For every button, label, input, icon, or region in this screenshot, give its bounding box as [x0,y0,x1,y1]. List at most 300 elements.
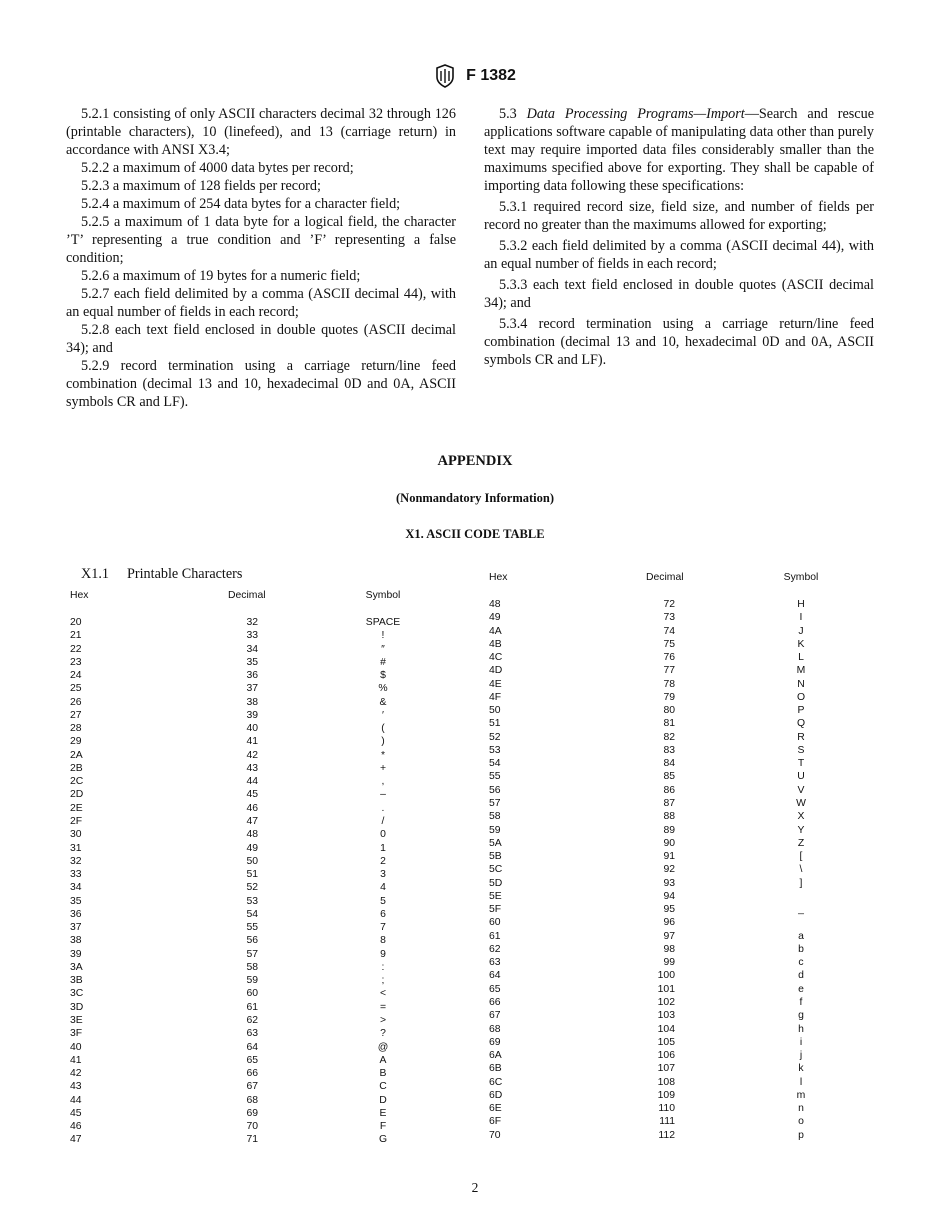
table-row [489,704,859,717]
table-row [489,797,859,810]
clause-5-3 [484,105,874,195]
decimal-cell: 96 [663,917,675,929]
hex-cell: 23 [70,656,82,668]
table-row [489,877,859,890]
table-row [489,625,859,638]
symbol-cell: a [798,930,804,942]
decimal-cell: 86 [663,784,675,796]
symbol-cell: l [799,1076,803,1088]
decimal-cell: 39 [246,709,258,721]
table-row [70,762,440,775]
decimal-cell: 50 [246,855,258,867]
table-row [489,731,859,744]
decimal-cell: 46 [246,802,258,814]
clause-5-3-text: —Search and rescue applications software capable of manipulating data other than purely text may require imported data files considerably smaller than the maximums specified above for exporting. They shall be capable of importing data following these specifications: [484,106,874,194]
table-row [70,987,440,1000]
decimal-cell: 95 [663,904,675,916]
clause-5-2-8: 5.2.8 each text field enclosed in double quotes (ASCII decimal 34); and [66,322,456,356]
right-column [484,105,874,369]
symbol-cell: D [379,1094,387,1106]
table-row [489,863,859,876]
appendix-subtitle: (Nonmandatory Information) [396,491,554,505]
clause-5-3-4: 5.3.4 record termination using a carriage return/line feed combination (decimal 13 and 10, hexadecimal 0D and 0A, ASCII symbols CR and LF). [484,316,874,368]
decimal-cell: 68 [246,1094,258,1106]
hex-cell: 54 [489,758,501,770]
decimal-cell: 66 [246,1068,258,1080]
table-row [489,1076,859,1089]
header-symbol: Symbol [365,590,401,601]
symbol-cell: < [379,988,387,1000]
table-row [489,943,859,956]
hex-cell: 28 [70,723,82,735]
decimal-cell: 44 [246,776,258,788]
decimal-cell: 59 [246,975,258,987]
symbol-cell: N [797,678,805,690]
decimal-cell: 58 [246,961,258,973]
table-row [70,842,440,855]
symbol-cell: A [379,1054,387,1066]
table-row [70,749,440,762]
decimal-cell: 92 [663,864,675,876]
table-row [70,974,440,987]
hex-cell: 2C [70,776,84,788]
symbol-cell: ′ [382,709,384,721]
hex-cell: 26 [70,696,82,708]
clause-5-2-7: 5.2.7 each field delimited by a comma (ASCII decimal 44), with an equal number of fields in each record; [66,286,456,320]
symbol-cell: + [379,762,387,774]
table-row [489,1115,859,1128]
table-header [70,589,440,602]
decimal-cell: 61 [246,1001,258,1013]
hex-cell: 20 [70,617,82,628]
hex-cell: 38 [70,935,82,947]
symbol-cell: % [378,683,388,695]
symbol-cell: 5 [380,895,386,907]
table-row [489,1009,859,1022]
table-row [70,788,440,801]
symbol-cell: ] [799,877,803,889]
symbol-cell: k [798,1063,804,1075]
table-row [70,828,440,841]
symbol-cell: @ [377,1041,389,1053]
header-symbol: Symbol [783,572,819,583]
table-row [70,682,440,695]
symbol-cell: R [797,731,805,743]
decimal-cell: 48 [246,829,258,841]
table-row [489,824,859,837]
hex-cell: 4D [489,665,503,677]
symbol-cell: W [796,797,806,809]
table-row [70,696,440,709]
decimal-cell: 35 [246,656,258,668]
decimal-cell: 71 [246,1134,258,1146]
clause-5-2-5: 5.2.5 a maximum of 1 data byte for a logical field, the character ’T’ representing a true condition and ’F’ representing a false condition; [66,214,456,266]
symbol-cell: f [799,996,803,1008]
decimal-cell: 36 [246,670,258,682]
symbol-cell: T [797,758,805,770]
table-row [70,815,440,828]
table-row [489,638,859,651]
header-decimal: Decimal [228,590,266,601]
symbol-cell: o [798,1116,804,1128]
table-row [70,1107,440,1120]
hex-cell: 5D [489,877,503,889]
hex-cell: 65 [489,983,501,995]
symbol-cell: L [798,652,804,664]
symbol-cell: Y [797,824,805,836]
table-row [70,1120,440,1133]
decimal-cell: 91 [663,851,675,863]
symbol-cell: U [797,771,805,783]
symbol-cell: d [798,970,804,982]
ascii-table-left [70,589,440,1147]
decimal-cell: 37 [246,683,258,695]
symbol-cell: > [379,1014,387,1026]
symbol-cell: ( [381,723,385,735]
symbol-cell: ? [380,1028,386,1040]
hex-cell: 55 [489,771,501,783]
decimal-cell: 81 [663,718,675,730]
subsection-heading [81,566,242,583]
table-row [489,810,859,823]
hex-cell: 5C [489,864,503,876]
decimal-cell: 109 [657,1089,675,1101]
hex-cell: 3E [70,1014,83,1026]
table-row [70,722,440,735]
table-row [70,1067,440,1080]
table-row [489,837,859,850]
hex-cell: 61 [489,930,501,942]
decimal-cell: 43 [246,762,258,774]
decimal-cell: 84 [663,758,675,770]
hex-cell: 29 [70,736,82,748]
hex-cell: 39 [70,948,82,960]
table-row [70,629,440,642]
symbol-cell: \ [799,864,803,876]
table-row [489,770,859,783]
hex-cell: 67 [489,1010,501,1022]
hex-cell: 56 [489,784,501,796]
decimal-cell: 63 [246,1028,258,1040]
hex-cell: 60 [489,917,501,929]
table-row [489,1062,859,1075]
hex-cell: 49 [489,612,501,624]
table-row [70,643,440,656]
symbol-cell: . [381,802,385,814]
hex-cell: 45 [70,1107,82,1119]
decimal-cell: 40 [246,723,258,735]
decimal-cell: 80 [663,705,675,717]
table-row [489,784,859,797]
symbol-cell: 6 [380,908,386,920]
decimal-cell: 45 [246,789,258,801]
hex-cell: 3D [70,1001,84,1013]
symbol-cell: V [797,784,805,796]
decimal-cell: 76 [663,652,675,664]
hex-cell: 4C [489,652,503,664]
table-row [489,744,859,757]
hex-cell: 57 [489,797,501,809]
table-row [489,691,859,704]
table-row [70,1054,440,1067]
symbol-cell: X [797,811,805,823]
symbol-cell: [ [799,851,803,863]
table-row [489,903,859,916]
decimal-cell: 49 [246,842,258,854]
table-header [489,571,859,584]
decimal-cell: 56 [246,935,258,947]
hex-cell: 35 [70,895,82,907]
hex-cell: 41 [70,1054,82,1066]
decimal-cell: 87 [663,797,675,809]
hex-cell: 59 [489,824,501,836]
hex-cell: 33 [70,869,82,881]
symbol-cell: J [798,625,804,637]
decimal-cell: 41 [246,736,258,748]
decimal-cell: 110 [658,1103,675,1115]
symbol-cell: ; [381,975,385,987]
symbol-cell: n [798,1103,804,1115]
hex-cell: 27 [70,709,82,721]
hex-cell: 3A [70,961,83,973]
table-row [70,735,440,748]
symbol-cell: H [797,599,805,610]
ascii-table-right [489,571,859,1142]
table-row [70,1001,440,1014]
symbol-cell: h [798,1023,804,1035]
hex-cell: 32 [70,855,82,867]
symbol-cell: 9 [380,948,386,960]
hex-cell: 6A [489,1050,502,1062]
symbol-cell: j [799,1050,803,1062]
header-hex: Hex [70,590,89,601]
table-row [489,930,859,943]
hex-cell: 4B [489,638,502,650]
decimal-cell: 33 [246,630,258,642]
decimal-cell: 64 [246,1041,258,1053]
hex-cell: 4A [489,625,502,637]
table-row [489,664,859,677]
symbol-cell: O [796,691,806,703]
symbol-cell: = [379,1001,387,1013]
hex-cell: 22 [70,643,82,655]
table-row [70,881,440,894]
decimal-cell: 94 [663,890,675,902]
table-row [70,1027,440,1040]
table-row [489,1102,859,1115]
hex-cell: 6D [489,1089,503,1101]
decimal-cell: 34 [246,643,258,655]
table-row [70,1094,440,1107]
table-body [70,616,440,1147]
header-hex: Hex [489,572,508,583]
table-row [70,1080,440,1093]
decimal-cell: 93 [663,877,675,889]
hex-cell: 47 [70,1134,82,1146]
decimal-cell: 74 [663,625,675,637]
symbol-cell: F [379,1121,387,1133]
table-row [489,850,859,863]
hex-cell: 62 [489,943,501,955]
hex-cell: 2A [70,749,83,761]
table-row [70,895,440,908]
decimal-cell: 57 [246,948,258,960]
table-row [70,656,440,669]
clause-5-2-4: 5.2.4 a maximum of 254 data bytes for a character field; [81,196,401,212]
table-row [489,956,859,969]
hex-cell: 69 [489,1036,501,1048]
decimal-cell: 70 [246,1121,258,1133]
symbol-cell: – [380,789,386,801]
astm-logo-icon [434,64,456,88]
symbol-cell: b [798,943,804,955]
decimal-cell: 42 [246,749,258,761]
symbol-cell: , [381,776,385,788]
table-row [489,757,859,770]
symbol-cell: 2 [380,855,386,867]
table-row [489,611,859,624]
table-row [70,855,440,868]
symbol-cell: 0 [380,829,386,841]
decimal-cell: 62 [246,1014,258,1026]
clause-5-2-9: 5.2.9 record termination using a carriage return/line feed combination (decimal 13 and 10, hexadecimal 0D and 0A, ASCII symbols CR and LF). [66,358,456,410]
hex-cell: 2E [70,802,83,814]
standard-designation: F 1382 [466,67,516,84]
symbol-cell: K [797,638,805,650]
hex-cell: 2F [70,815,83,827]
symbol-cell: ) [381,736,385,748]
decimal-cell: 85 [663,771,675,783]
clause-5-3-1: 5.3.1 required record size, field size, and number of fields per record no greater than the maximums allowed for exporting; [484,199,874,233]
table-row [70,908,440,921]
decimal-cell: 103 [657,1010,675,1022]
hex-cell: 42 [70,1068,82,1080]
clause-5-3-title: Data Processing Programs—Import [526,106,745,122]
symbol-cell: S [797,744,805,756]
symbol-cell: G [378,1134,388,1146]
decimal-cell: 67 [246,1081,258,1093]
table-row [489,1023,859,1036]
hex-cell: 25 [70,683,82,695]
table-row [70,921,440,934]
table-row [70,934,440,947]
hex-cell: 5A [489,837,502,849]
table-row [70,802,440,815]
symbol-cell: 7 [380,922,386,934]
hex-cell: 3F [70,1028,83,1040]
table-row [70,1041,440,1054]
hex-cell: 48 [489,599,501,610]
decimal-cell: 90 [663,837,675,849]
table-row [489,1089,859,1102]
symbol-cell: / [381,815,385,827]
symbol-cell: & [379,696,387,708]
hex-cell: 5B [489,851,502,863]
decimal-cell: 53 [246,895,258,907]
table-row [489,969,859,982]
decimal-cell: 72 [663,599,675,610]
symbol-cell: ! [381,630,385,642]
section-title: X1. ASCII CODE TABLE [405,527,545,541]
symbol-cell: C [379,1081,387,1093]
symbol-cell: M [796,665,806,677]
symbol-cell: # [380,656,386,668]
symbol-cell: 1 [380,842,386,854]
hex-cell: 31 [70,842,82,854]
page-header [0,64,950,88]
table-row [489,890,859,903]
decimal-cell: 100 [657,970,675,982]
subsection-number: X1.1 [81,566,109,582]
symbol-cell: 8 [380,935,386,947]
table-row [70,961,440,974]
decimal-cell: 108 [657,1076,675,1088]
hex-cell: 70 [489,1129,501,1141]
decimal-cell: 107 [657,1063,675,1075]
decimal-cell: 97 [663,930,675,942]
hex-cell: 46 [70,1121,82,1133]
symbol-cell: Q [796,718,806,730]
decimal-cell: 52 [246,882,258,894]
symbol-cell: P [797,705,805,717]
symbol-cell: i [799,1036,803,1048]
decimal-cell: 51 [246,869,258,881]
hex-cell: 3C [70,988,84,1000]
symbol-cell: e [798,983,804,995]
hex-cell: 68 [489,1023,501,1035]
table-row [489,996,859,1009]
symbol-cell: B [379,1068,387,1080]
decimal-cell: 112 [658,1129,675,1141]
header-decimal: Decimal [646,572,684,583]
symbol-cell: I [799,612,803,624]
decimal-cell: 38 [246,696,258,708]
symbol-cell: SPACE [365,617,401,628]
decimal-cell: 60 [246,988,258,1000]
hex-cell: 6E [489,1103,502,1115]
symbol-cell: _ [798,904,804,916]
hex-cell: 63 [489,957,501,969]
table-row [489,678,859,691]
decimal-cell: 101 [657,983,675,995]
decimal-cell: 83 [663,744,675,756]
clause-5-2-3: 5.2.3 a maximum of 128 fields per record; [81,178,321,194]
table-row [70,709,440,722]
hex-cell: 58 [489,811,501,823]
decimal-cell: 69 [246,1107,258,1119]
table-row [489,1129,859,1142]
hex-cell: 6B [489,1063,502,1075]
symbol-cell: : [381,961,385,973]
hex-cell: 3B [70,975,83,987]
symbol-cell: m [796,1089,806,1101]
decimal-cell: 75 [663,638,675,650]
decimal-cell: 88 [663,811,675,823]
clause-5-3-2: 5.3.2 each field delimited by a comma (ASCII decimal 44), with an equal number of fields in each record; [484,238,874,272]
table-row [489,651,859,664]
table-row [489,1036,859,1049]
decimal-cell: 82 [663,731,675,743]
decimal-cell: 47 [246,815,258,827]
symbol-cell: $ [380,670,386,682]
table-row [70,948,440,961]
hex-cell: 43 [70,1081,82,1093]
clause-5-2-6: 5.2.6 a maximum of 19 bytes for a numeric field; [81,268,361,284]
table-row [70,616,440,629]
hex-cell: 4E [489,678,502,690]
decimal-cell: 99 [663,957,675,969]
decimal-cell: 104 [657,1023,675,1035]
